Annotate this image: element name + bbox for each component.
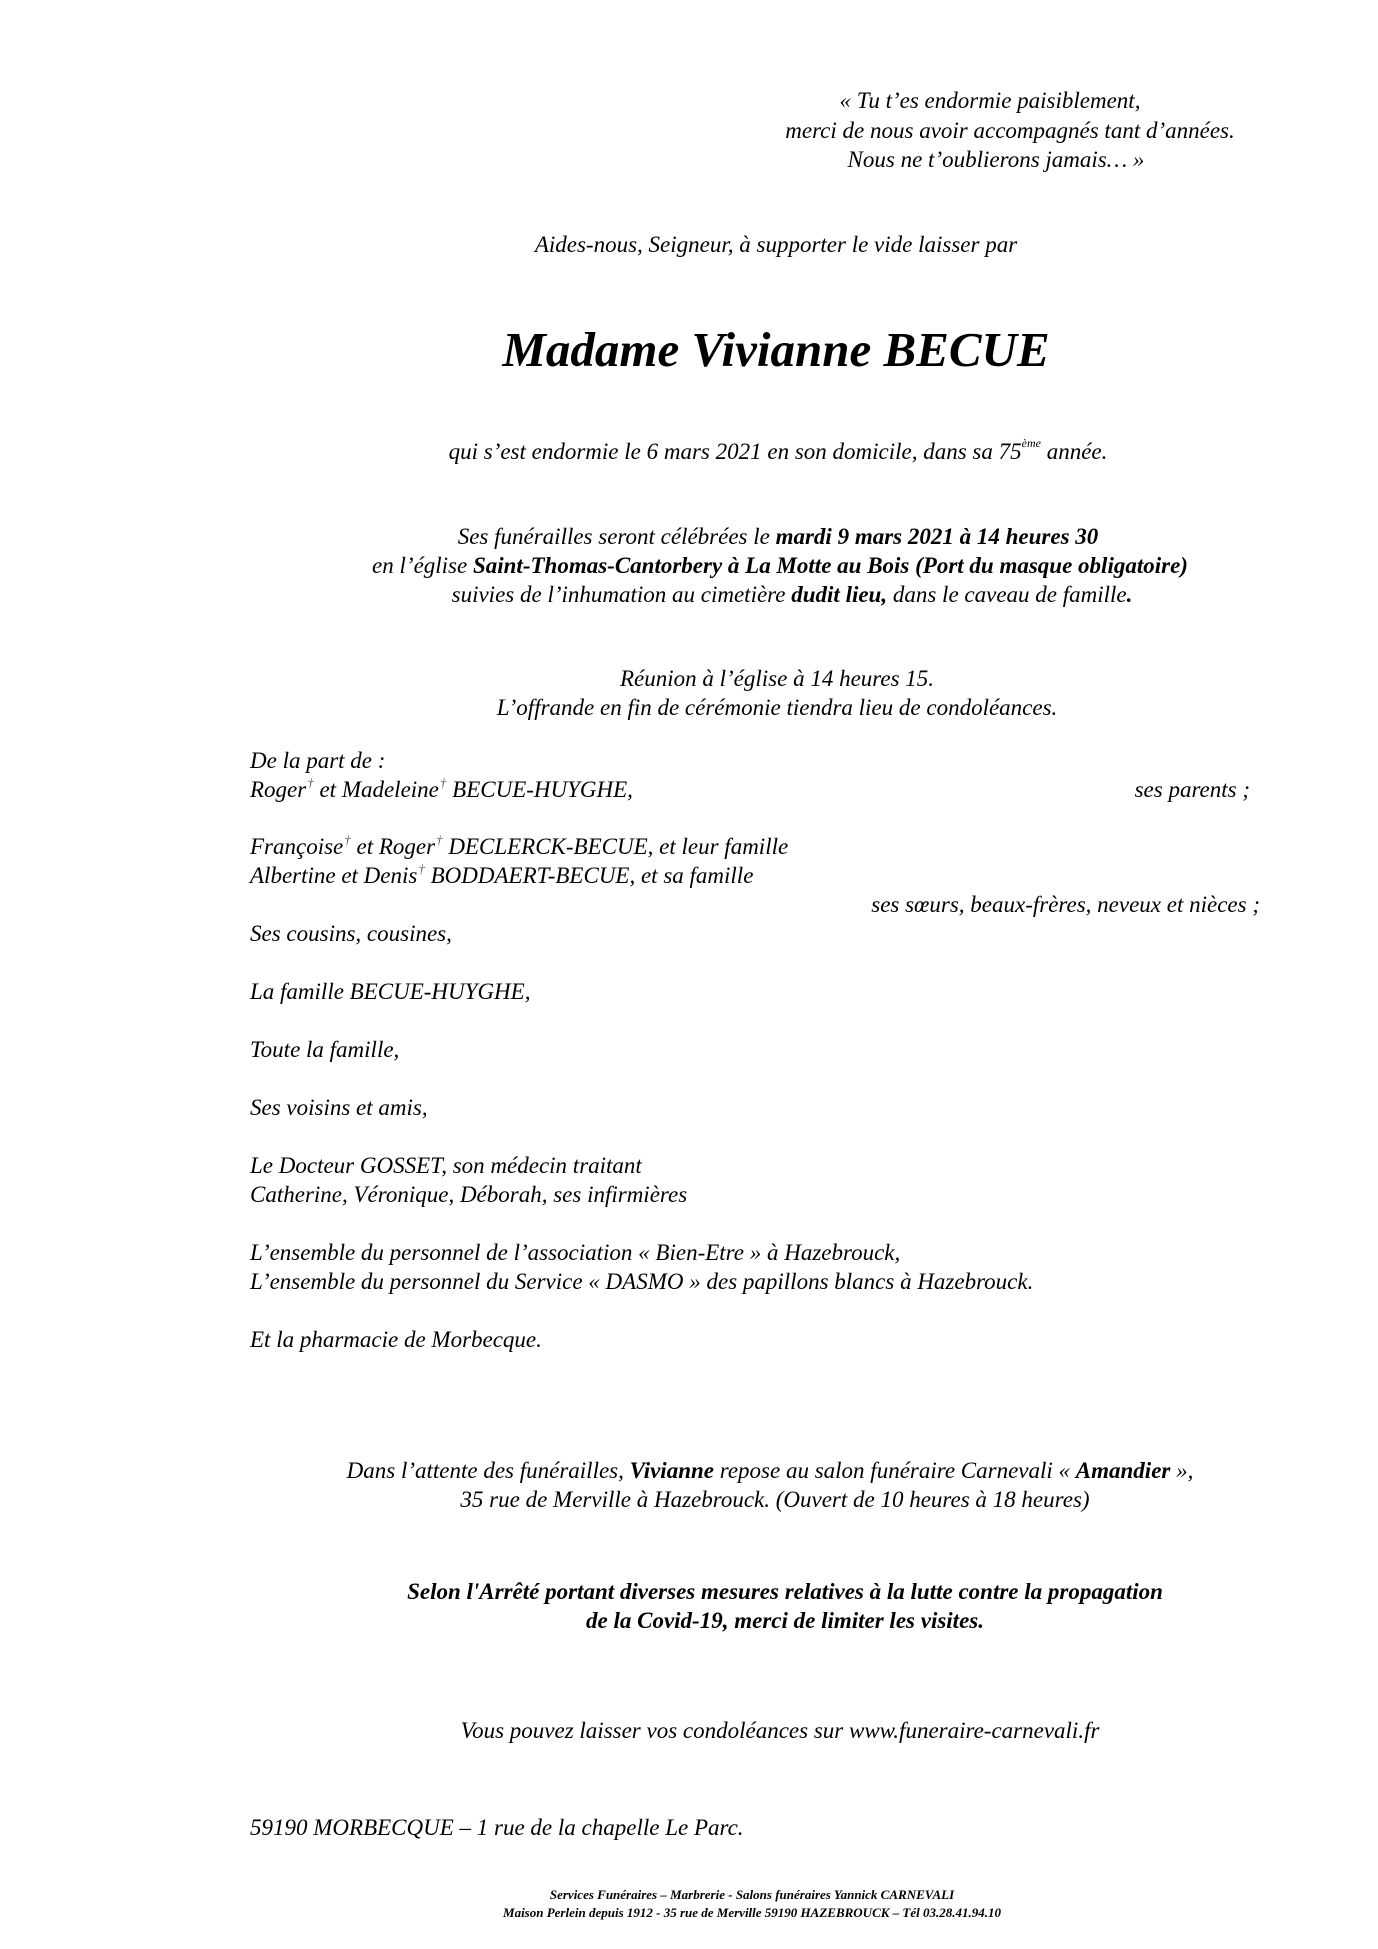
death-notice-end: année. [1040,439,1108,464]
cousins-line: Ses cousins, cousines, [250,921,452,946]
repose-line-1 [347,1459,1194,1482]
siblings-relation: ses sœurs, beaux-frères, neveux et nièces ; [871,892,1260,917]
staff-line-1: L’ensemble du personnel de l’association « Bien-Etre » à Hazebrouck, [250,1240,901,1265]
cross-icon: † [436,832,443,847]
sibling-line-2 [250,861,754,888]
church-prefix: en l’église [372,553,473,578]
parents-line [250,775,633,802]
nurses-line: Catherine, Véronique, Déborah, ses infirmières [250,1182,688,1207]
covid-notice-line-2: de la Covid-19, merci de limiter les visites. [586,1608,984,1633]
parents-surname: BECUE-HUYGHE, [446,777,633,802]
burial-vault: dans le caveau de famille [887,582,1127,607]
death-notice-text: qui s’est endormie le 6 mars 2021 en son domicile, dans sa 75 [448,439,1022,464]
epigraph-line-2: merci de nous avoir accompagnés tant d’années. [785,118,1235,143]
parent-name: Roger [250,777,307,802]
funeral-date: mardi 9 mars 2021 à 14 heures 30 [775,524,1099,549]
neighbors-line: Ses voisins et amis, [250,1095,428,1120]
repose-text: », [1170,1458,1194,1483]
address-line: 59190 MORBECQUE – 1 rue de la chapelle Le Parc. [250,1815,744,1840]
staff-line-2: L’ensemble du personnel du Service « DASMO » des papillons blancs à Hazebrouck. [250,1269,1034,1294]
sibling-name: Albertine et Denis [250,863,418,888]
funeral-text: Ses funérailles seront célébrées le [457,524,776,549]
funeral-line-1 [458,525,1099,548]
repose-text: repose au salon funéraire Carnevali « [713,1458,1076,1483]
salon-name: Amandier [1075,1458,1171,1483]
cross-icon: † [439,775,447,790]
parents-relation: ses parents ; [1134,777,1250,802]
sibling-line-1 [250,832,789,859]
repose-first-name: Vivianne [629,1458,714,1483]
family-intro: De la part de : [250,748,386,773]
pharmacy-line: Et la pharmacie de Morbecque. [250,1327,542,1352]
deceased-name: Madame Vivianne BECUE [502,322,1050,377]
sibling-surname: DECLERCK-BECUE, et leur famille [442,834,789,859]
death-notice [448,436,1108,464]
family-name-line: La famille BECUE-HUYGHE, [250,979,531,1004]
covid-notice-line-1: Selon l'Arrêté portant diverses mesures relatives à la lutte contre la propagation [407,1579,1163,1604]
cross-icon: † [418,861,425,876]
ordinal-suffix: ème [1021,436,1041,450]
repose-line-2: 35 rue de Merville à Hazebrouck. (Ouvert de 10 heures à 18 heures) [460,1487,1090,1512]
sibling-name: Françoise [250,834,344,859]
epigraph-line-3: Nous ne t’oublierons jamais… » [847,147,1145,172]
cross-icon: † [307,775,314,790]
funeral-line-2 [372,554,1188,577]
burial-place: dudit lieu, [791,582,888,607]
meeting-line-2: L’offrande en fin de cérémonie tiendra lieu de condoléances. [496,695,1058,720]
burial-period: . [1126,582,1133,607]
repose-text: Dans l’attente des funérailles, [346,1458,630,1483]
condolences-line: Vous pouvez laisser vos condoléances sur www.funeraire-carnevali.fr [460,1718,1100,1743]
doctor-line: Le Docteur GOSSET, son médecin traitant [250,1153,642,1178]
church-name: Saint-Thomas-Cantorbery à La Motte au Bois (Port du masque obligatoire) [472,553,1188,578]
funeral-line-3 [452,583,1133,606]
cross-icon: † [344,832,351,847]
parent-name: et Madeleine [313,777,439,802]
epigraph-line-1: « Tu t’es endormie paisiblement, [839,88,1141,113]
meeting-line-1: Réunion à l’église à 14 heures 15. [619,666,935,691]
footer-line-2: Maison Perlein depuis 1912 - 35 rue de Merville 59190 HAZEBROUCK – Tél 03.28.41.94.10 [503,1905,1001,1920]
footer-line-1: Services Funéraires – Marbrerie - Salons funéraires Yannick CARNEVALI [549,1887,955,1902]
sibling-name: et Roger [350,834,436,859]
all-family-line: Toute la famille, [250,1037,400,1062]
sibling-surname: BODDAERT-BECUE, et sa famille [424,863,754,888]
prayer-line: Aides-nous, Seigneur, à supporter le vide laisser par [534,232,1018,257]
burial-text: suivies de l’inhumation au cimetière [451,582,792,607]
